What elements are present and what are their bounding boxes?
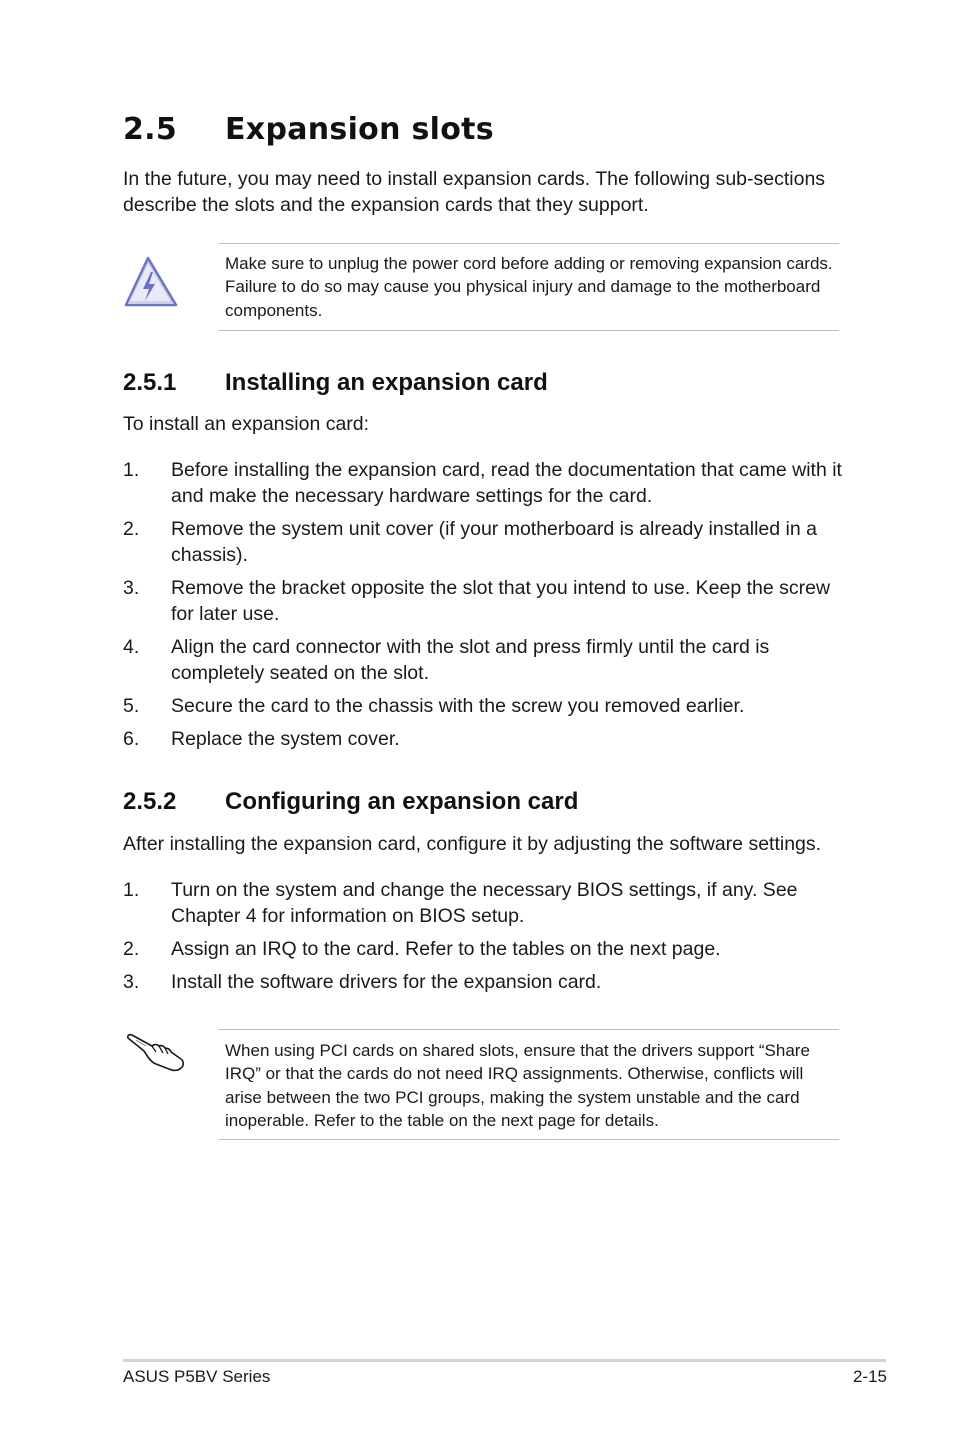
list-item: 4. Align the card connector with the slot and press firmly until the card is completely seated on the slot. xyxy=(123,636,770,684)
tip-note xyxy=(219,1029,839,1140)
list-item: 3. Remove the bracket opposite the slot that you intend to use. Keep the screw for later use. xyxy=(123,577,831,625)
intro-paragraph: In the future, you may need to install expansion cards. The following sub-sections describe the slots and the expansion cards that they support. xyxy=(123,168,826,216)
warning-icon xyxy=(122,253,178,309)
list-item: 6. Replace the system cover. xyxy=(123,728,400,750)
footer-product-name: ASUS P5BV Series xyxy=(123,1367,271,1386)
install-steps-list xyxy=(123,457,843,759)
subsection-number: 2.5.1 xyxy=(123,369,177,396)
page-title xyxy=(123,112,494,147)
install-lead: To install an expansion card: xyxy=(123,413,370,435)
configure-steps-list xyxy=(123,877,843,1002)
section-number: 2.5 xyxy=(123,112,178,147)
footer-divider xyxy=(123,1359,886,1362)
subsection-heading-installing xyxy=(123,369,548,397)
pointing-hand-icon xyxy=(126,1030,186,1074)
list-item: 3. Install the software drivers for the expansion card. xyxy=(123,971,602,993)
list-item: 1. Before installing the expansion card, read the documentation that came with it and make the necessary hardware settings for the card. xyxy=(123,459,842,507)
caution-note xyxy=(219,243,839,331)
list-item: 5. Secure the card to the chassis with the screw you removed earlier. xyxy=(123,695,745,717)
caution-note-text: Make sure to unplug the power cord before adding or removing expansion cards. Failure to do so may cause you physical injury and damage to the motherboard components. xyxy=(225,254,833,320)
subsection-title: Configuring an expansion card xyxy=(225,788,579,815)
subsection-number: 2.5.2 xyxy=(123,788,177,815)
page-number: 2-15 xyxy=(852,1367,887,1386)
section-title: Expansion slots xyxy=(225,112,494,147)
list-item: 2. Remove the system unit cover (if your motherboard is already installed in a chassis). xyxy=(123,518,817,566)
subsection-heading-configuring xyxy=(123,788,578,816)
tip-note-text: When using PCI cards on shared slots, ensure that the drivers support “Share IRQ” or that the cards do not need IRQ assignments. Otherwise, conflicts will arise between the two PCI groups, making the system unstable and the card inoperable. Refer to the table on the next page for details. xyxy=(225,1041,810,1130)
list-item: 1. Turn on the system and change the necessary BIOS settings, if any. See Chapter 4 for information on BIOS setup. xyxy=(123,879,798,927)
configure-lead: After installing the expansion card, configure it by adjusting the software settings. xyxy=(123,833,822,855)
subsection-title: Installing an expansion card xyxy=(225,369,548,396)
list-item: 2. Assign an IRQ to the card. Refer to the tables on the next page. xyxy=(123,938,721,960)
